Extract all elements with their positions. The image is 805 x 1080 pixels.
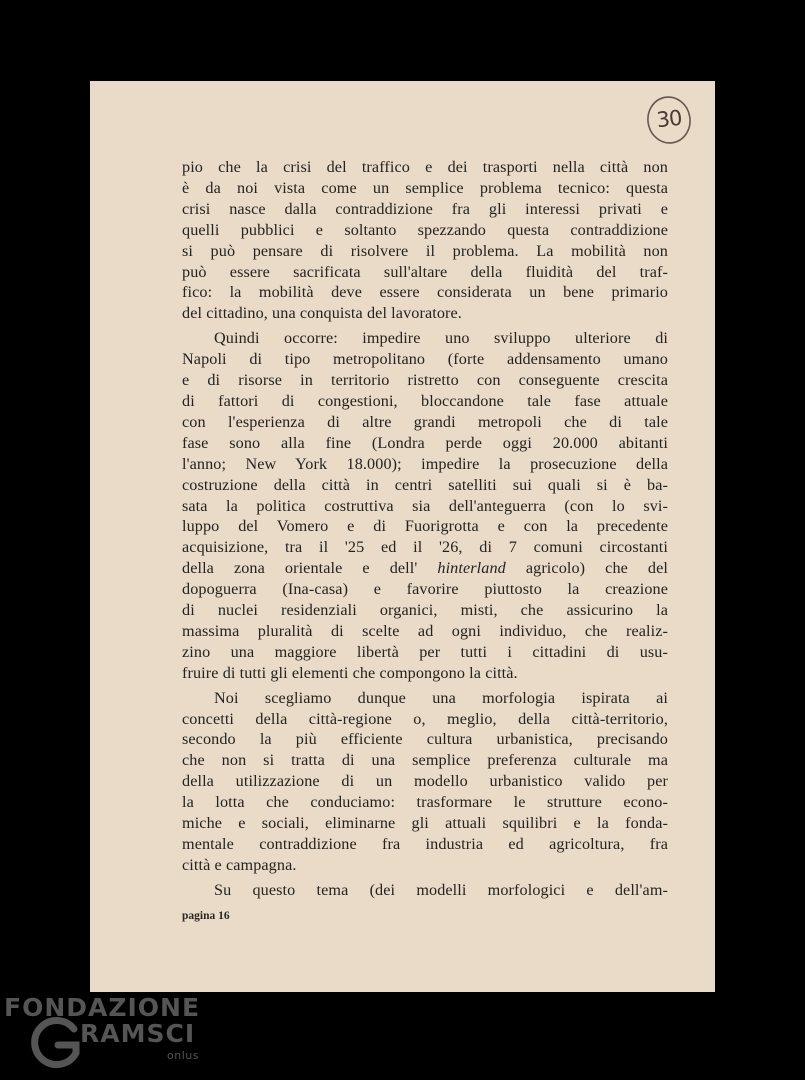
text-line: di fattori di congestioni, bloccandone tale fase attuale — [182, 391, 668, 410]
text-line: sata la politica costruttiva sia dell'anteguerra (con lo svi- — [182, 496, 668, 515]
text-line: quelli pubblici e soltanto spezzando questa contraddizione — [182, 220, 668, 239]
text-line: concetti della città-regione o, meglio, della città-territorio, — [182, 709, 668, 728]
page-footer: pagina 16 — [182, 910, 230, 922]
text-line: del cittadino, una conquista del lavoratore. — [182, 304, 462, 323]
document-page — [90, 81, 715, 992]
text-line: con l'esperienza di altre grandi metropoli che di tale — [182, 412, 668, 431]
text-line: della utilizzazione di un modello urbanistico valido per — [182, 772, 668, 791]
text-line: Noi scegliamo dunque una morfologia ispirata ai — [214, 688, 668, 707]
text-line: massima pluralità di scelte ad ogni individuo, che realiz- — [182, 621, 668, 640]
text-line: secondo la più efficiente cultura urbanistica, precisando — [182, 730, 668, 749]
logo-line-1: FONDAZIONE — [4, 993, 201, 1022]
text-line: pio che la crisi del traffico e dei trasporti nella città non — [182, 158, 668, 176]
body-text — [182, 157, 668, 901]
text-line: Napoli di tipo metropolitano (forte addensamento umano — [182, 350, 668, 369]
text-line: fruire di tutti gli elementi che compongono la città. — [182, 663, 518, 682]
text-line: che non si tratta di una semplice preferenza culturale ma — [182, 751, 668, 770]
text-line: della zona orientale e dell' hinterland agricolo) che del — [182, 559, 668, 578]
stamp-number: 30 — [655, 105, 683, 133]
text-line: acquisizione, tra il '25 ed il '26, di 7 comuni circostanti — [182, 538, 668, 557]
fondazione-gramsci-logo — [4, 993, 204, 1073]
text-line: luppo del Vomero e di Fuorigrotta e con la precedente — [182, 517, 668, 536]
text-line: è da noi vista come un semplice problema tecnico: questa — [182, 178, 668, 197]
italic-term: hinterland — [437, 559, 506, 578]
text-line: la lotta che conduciamo: trasformare le strutture econo- — [182, 793, 668, 812]
text-line: città e campagna. — [182, 855, 297, 874]
text-line: fico: la mobilità deve essere considerata un bene primario — [182, 283, 668, 302]
text-line: dopoguerra (Ina-casa) e favorire piuttosto la creazione — [182, 580, 668, 599]
text-line: l'anno; New York 18.000); impedire la prosecuzione della — [182, 454, 668, 473]
text-line: zino una maggiore libertà per tutti i cittadini di usu- — [182, 642, 668, 661]
text-line: può essere sacrificata sull'altare della fluidità del traf- — [182, 262, 668, 281]
text-line: si può pensare di risolvere il problema. La mobilità non — [182, 241, 668, 260]
text-line: crisi nasce dalla contraddizione fra gli interessi privati e — [182, 199, 668, 218]
logo-line-2: RAMSCI — [80, 1019, 196, 1048]
text-line: costruzione della città in centri satelliti sui quali si è ba- — [182, 475, 668, 494]
paragraph — [182, 157, 668, 324]
text-line: Su questo tema (dei modelli morfologici e dell'am- — [214, 880, 668, 899]
page-number-stamp — [645, 93, 693, 145]
paragraph — [182, 880, 668, 901]
paragraph — [182, 328, 668, 683]
logo-g-icon — [28, 1015, 86, 1071]
text-line: miche e sociali, eliminarne gli attuali squilibri e la fonda- — [182, 814, 668, 833]
text-line: di nuclei residenziali organici, misti, che assicurino la — [182, 601, 668, 620]
text-line: fase sono alla fine (Londra perde oggi 20.000 abitanti — [182, 433, 668, 452]
text-line: Quindi occorre: impedire uno sviluppo ulteriore di — [214, 329, 668, 348]
paragraph — [182, 688, 668, 876]
logo-line-3: onlus — [167, 1049, 199, 1062]
text-line: e di risorse in territorio ristretto con conseguente crescita — [182, 371, 668, 390]
text-line: mentale contraddizione fra industria ed agricoltura, fra — [182, 835, 668, 853]
